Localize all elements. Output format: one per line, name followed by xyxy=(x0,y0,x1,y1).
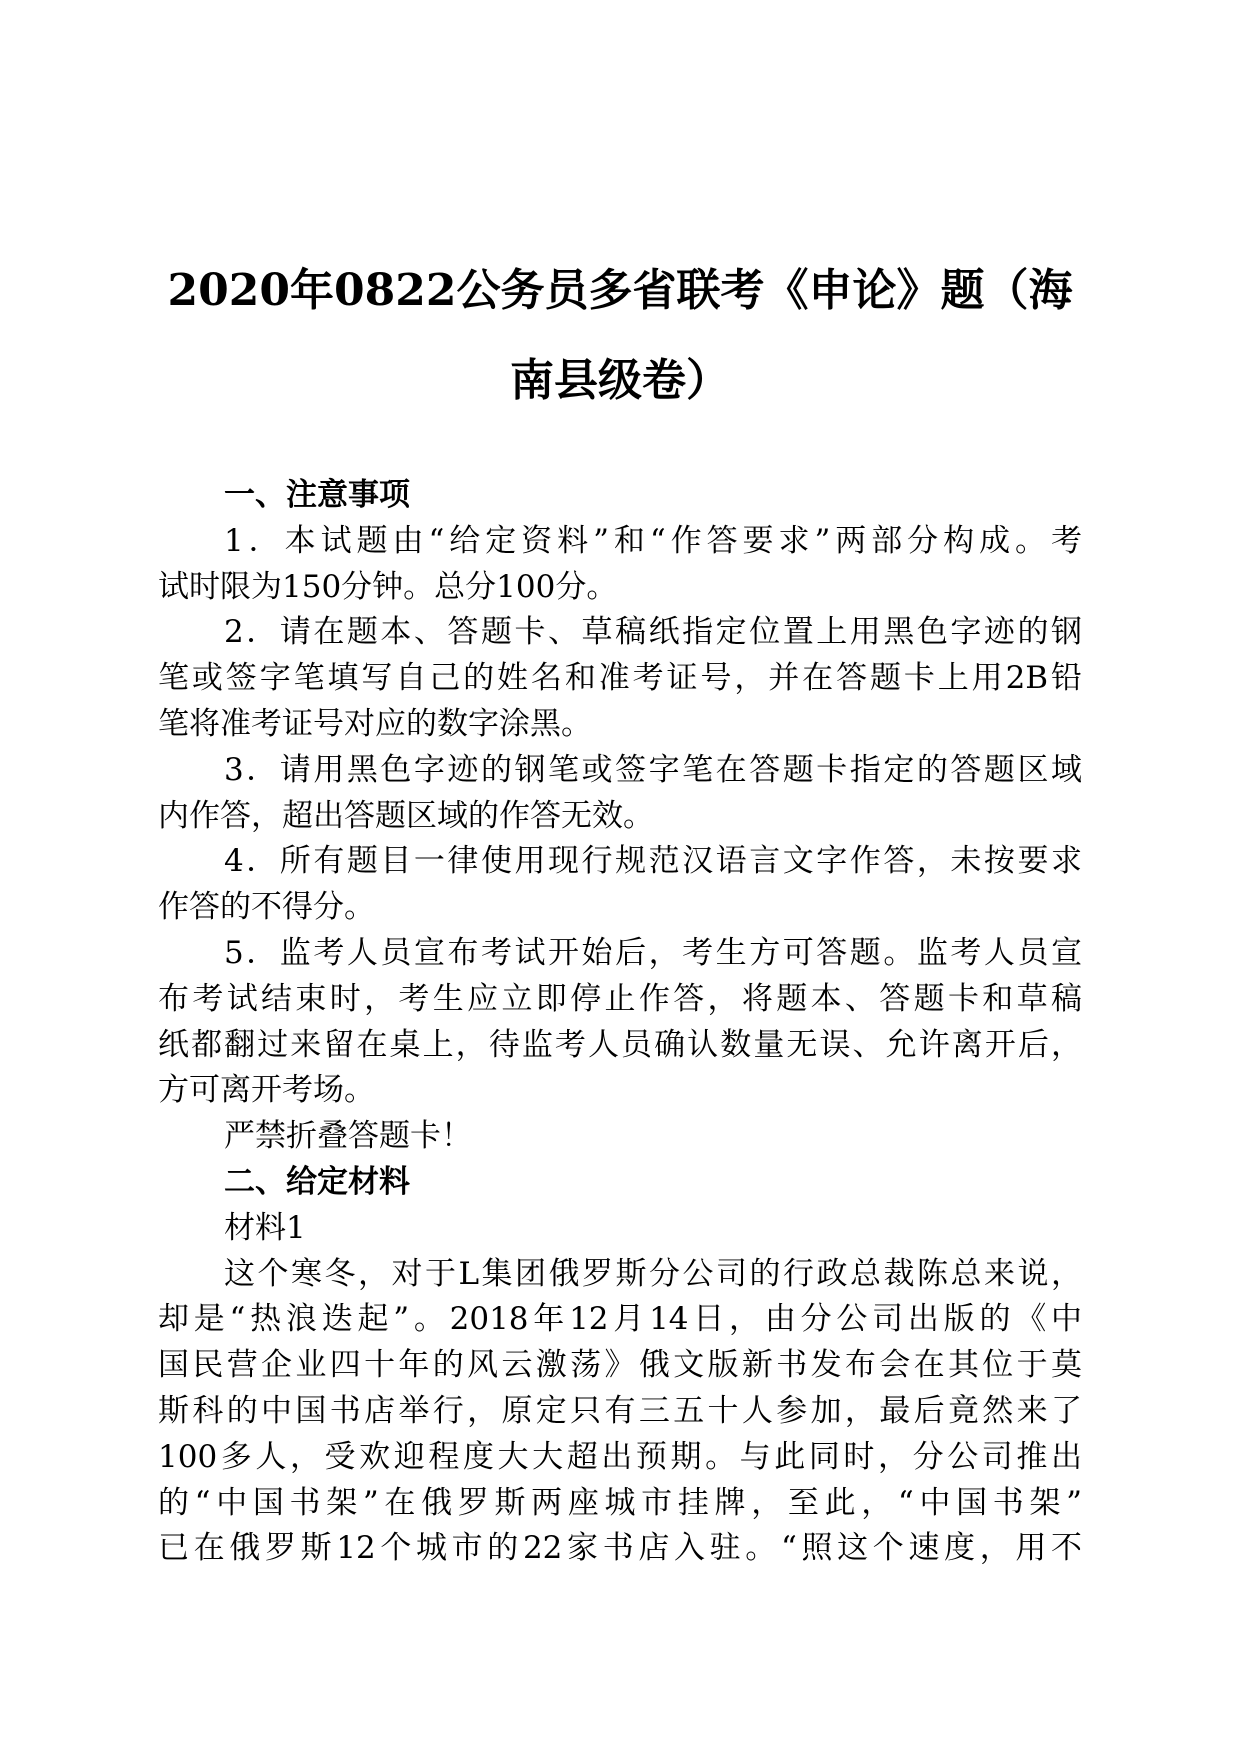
document-body xyxy=(158,473,1082,1572)
text-line: 已在俄罗斯12个城市的22家书店入驻。“照这个速度，用不 xyxy=(158,1530,1082,1567)
text-line: 作答的不得分。 xyxy=(158,889,375,926)
text-line: 内作答，超出答题区域的作答无效。 xyxy=(158,797,654,834)
text-line: 5．监考人员宣布考试开始后，考生方可答题。监考人员宣 xyxy=(224,934,1082,971)
text-line: 纸都翻过来留在桌上，待监考人员确认数量无误、允许离开后， xyxy=(158,1026,1082,1063)
document-title xyxy=(158,246,1082,426)
text-line: 2．请在题本、答题卡、草稿纸指定位置上用黑色字迹的钢 xyxy=(224,614,1082,651)
section-heading: 二、给定材料 xyxy=(224,1163,410,1200)
text-line: 方可离开考场。 xyxy=(158,1072,375,1109)
text-line: 4．所有题目一律使用现行规范汉语言文字作答，未按要求 xyxy=(224,843,1082,880)
text-line: 试时限为150分钟。总分100分。 xyxy=(158,568,618,605)
text-line: 这个寒冬，对于L集团俄罗斯分公司的行政总裁陈总来说， xyxy=(224,1255,1082,1292)
title-line-2: 南县级卷） xyxy=(510,355,730,406)
text-line: 严禁折叠答题卡！ xyxy=(224,1118,472,1155)
text-line: 的“中国书架”在俄罗斯两座城市挂牌，至此，“中国书架” xyxy=(158,1484,1082,1521)
text-line: 材料1 xyxy=(224,1209,306,1246)
text-line: 斯科的中国书店举行，原定只有三五十人参加，最后竟然来了 xyxy=(158,1392,1082,1429)
text-line: 布考试结束时，考生应立即停止作答，将题本、答题卡和草稿 xyxy=(158,980,1082,1017)
text-line: 100多人，受欢迎程度大大超出预期。与此同时，分公司推出 xyxy=(158,1438,1082,1475)
text-line: 笔将准考证号对应的数字涂黑。 xyxy=(158,705,592,742)
text-line: 却是“热浪迭起”。2018年12月14日，由分公司出版的《中 xyxy=(158,1301,1082,1338)
text-line: 3．请用黑色字迹的钢笔或签字笔在答题卡指定的答题区域 xyxy=(224,751,1082,788)
text-line: 1．本试题由“给定资料”和“作答要求”两部分构成。考 xyxy=(224,522,1082,559)
text-line: 笔或签字笔填写自己的姓名和准考证号，并在答题卡上用2B铅 xyxy=(158,660,1082,697)
text-line: 国民营企业四十年的风云激荡》俄文版新书发布会在其位于莫 xyxy=(158,1347,1082,1384)
title-line-1: 2020年0822公务员多省联考《申论》题（海 xyxy=(167,265,1073,316)
section-heading: 一、注意事项 xyxy=(224,477,410,513)
